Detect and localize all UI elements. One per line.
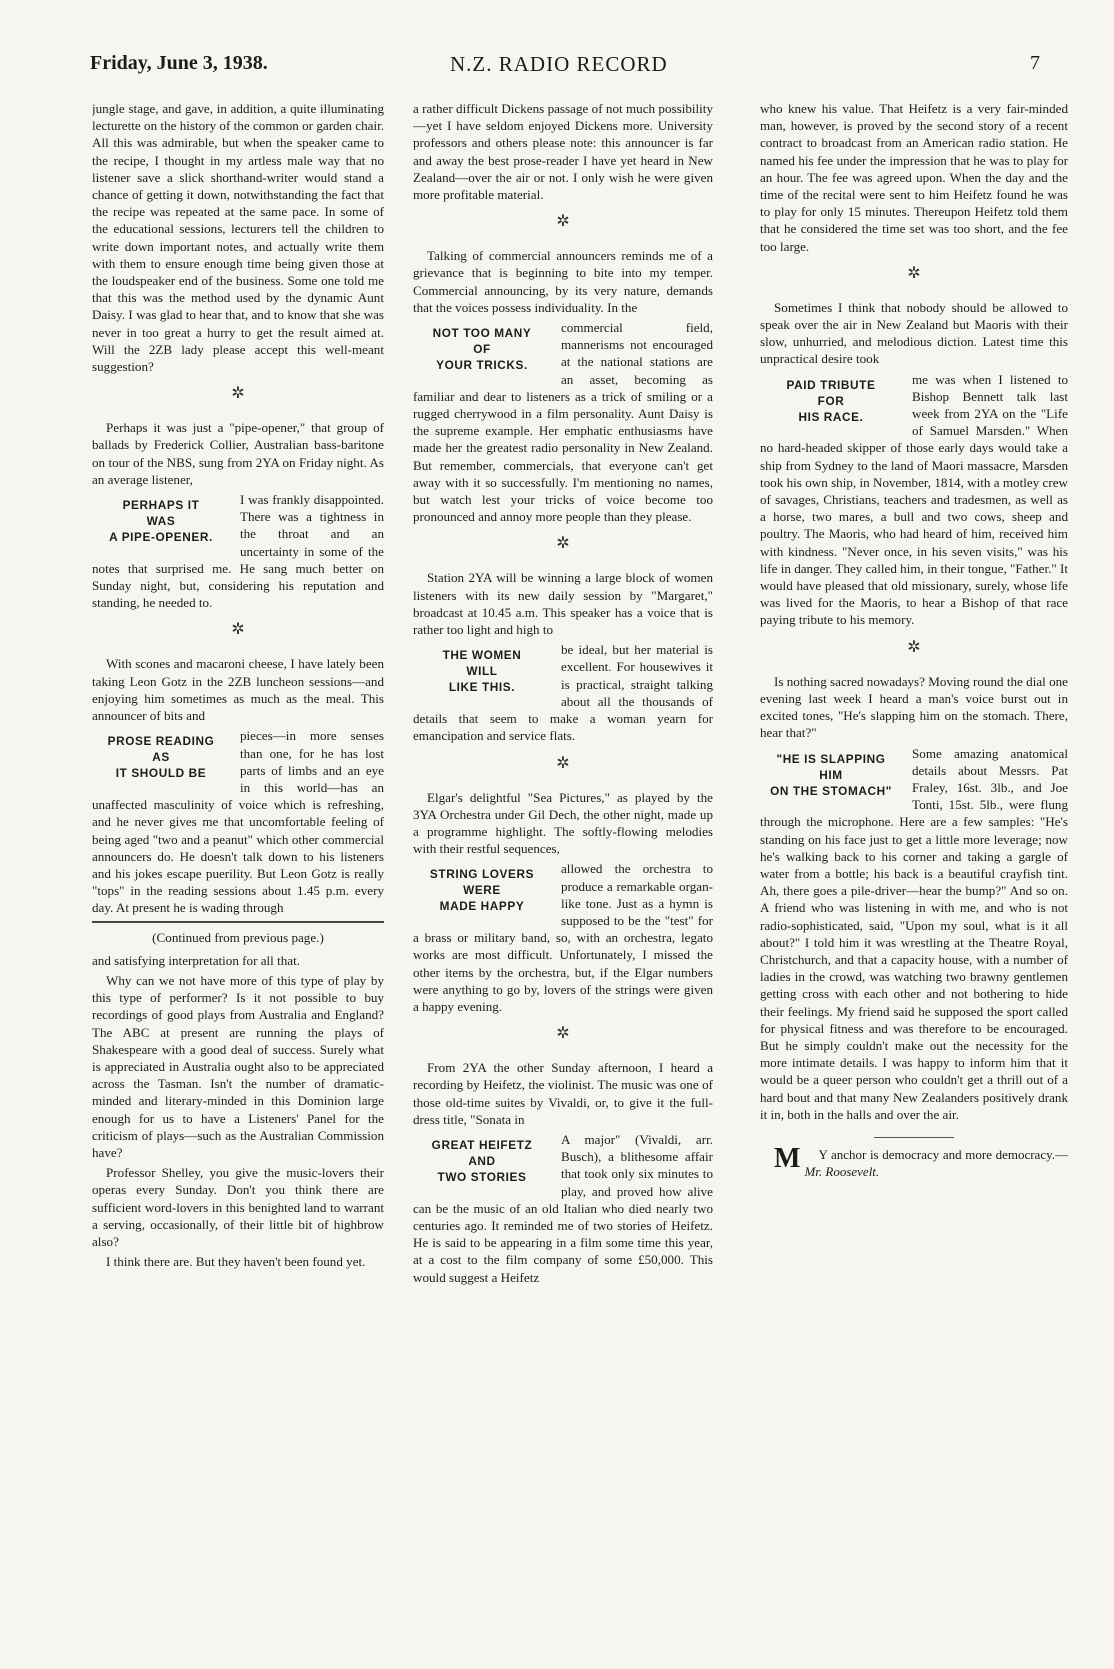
paragraph: commercial field, mannerisms not encouraged at the national stations are an asset, becoming as familiar and dear to listeners as a trick of smiling or a rugged cherrywood in a film personality. Aunt Daisy is the supreme example. Her emphatic enthusiasms have made her the greatest radio personality in New Zealand. But remember, commercials, that everyone can't get away with it so successfully. I'm mentioning no names, but watch lest your tricks of voice become too pronounced and annoy more people than they please.: [413, 320, 713, 525]
paragraph: Elgar's delightful "Sea Pictures," as played by the 3YA Orchestra under Gil Dech, the other night, made up a programme highlight. The softly-flowing melodies with their restful sequences,: [413, 789, 713, 857]
star-icon: ✲: [556, 1025, 570, 1043]
star-icon: ✲: [556, 535, 570, 553]
paragraph: a rather difficult Dickens passage of not much possibility—yet I have seldom enjoyed Dickens more. University professors and others please note: this announcer is far and away the best prose-reader I have yet heard in New Zealand—over the air or not. I only wish he were given more profitable material.: [413, 101, 713, 203]
side-heading: STRING LOVERS WERE MADE HAPPY: [429, 867, 535, 914]
publication-title: N.Z. RADIO RECORD: [450, 52, 668, 76]
paragraph: be ideal, but her material is excellent. For housewives it is practical, straight talking about all the thousands of details that seem to make a woman yearn for emancipation and service flats.: [413, 642, 713, 744]
paragraph: Professor Shelley, you give the music-lovers their operas every Sunday. Don't you think there are sufficient word-lovers in this benighted land to warrant a serving, occasionally, of their little bit of highbrow also?: [92, 1165, 384, 1249]
column-1: [92, 100, 384, 1660]
side-heading: GREAT HEIFETZ AND TWO STORIES: [431, 1137, 533, 1184]
star-icon: ✲: [556, 213, 570, 231]
paragraph: pieces—in more senses than one, for he has lost parts of limbs and an eye in this world—has an unaffected masculinity of voice which is refreshing, and he never gives me that uncomfortable feeling of being aged "two and a peanut" which other commercial announcers do. He doesn't talk down to his listeners and his jokes escape puerility. But Leon Gotz is really "tops" in the reading sessions about 1.45 p.m. every day. At present he is wading through: [92, 728, 384, 916]
column-3: [760, 100, 1068, 1660]
side-heading: PROSE READING AS IT SHOULD BE: [107, 734, 215, 781]
divider: [92, 921, 384, 923]
masthead: [90, 52, 1060, 88]
paragraph: Talking of commercial announcers reminds me of a grievance that is beginning to bite into my temper. Commercial announcing, by its very nature, demands that the voices possess individuality. In the: [413, 248, 713, 315]
paragraph: I think there are. But they haven't been found yet.: [106, 1254, 366, 1270]
star-icon: ✲: [907, 638, 921, 656]
paragraph: A major" (Vivaldi, arr. Busch), a blithesome affair that took only six minutes to play, and proved how alive can be the music of an old Italian who died nearly two centuries ago. It reminded me of two stories of Heifetz. He is said to be appearing in a film some time this year, at a cost to the film company of some £50,000. This would suggest a Heifetz: [413, 1131, 713, 1285]
quote-attribution: Mr. Roosevelt.: [804, 1163, 880, 1179]
paragraph: Some amazing anatomical details about Messrs. Pat Fraley, 16st. 3lb., and Joe Tonti, 15st. 5lb., were flung through the microphone. Here are a few samples: "He's standing on his face just to get a little more leverage; now he's walking back to his corner and taking a gargle of water from a bottle; his back is a beautiful crayfish tint. Ah, there goes a pile-driver—hear the bump?" And so on. A friend who was listening in with me, and who is not radio-sophisticated, said, "Upon my soul, what is it all about?" I told him it was wrestling at the Theatre Royal, Christchurch, and that a capacity house, with a number of ladies in the crowd, was watching two brawny gentlemen getting cross with each other and not bothering to hide their feelings. My friend said he supposed the sport called for physical fitness and was therefore to be encouraged. But he simply couldn't make out the necessity for the more intimate details. I was happy to inform him that it would be a queer person who couldn't get a thrill out of a hard bout and that many New Zealanders positively drank it in, both in the halls and over the air.: [760, 745, 1068, 1122]
paragraph: Station 2YA will be winning a large block of women listeners with its new daily session by "Margaret," broadcast at 10.45 a.m. This speaker has a voice that is rather too light and high to: [413, 570, 713, 638]
side-heading: PAID TRIBUTE FOR HIS RACE.: [786, 377, 876, 424]
paragraph: I was frankly disappointed. There was a tightness in the throat and an uncertainty in some of the notes that surprised me. He sang much better on Sunday night, but, considering his reputation and standing, he needed to.: [92, 492, 384, 611]
issue-date: Friday, June 3, 1938.: [90, 52, 268, 74]
paragraph: From 2YA the other Sunday afternoon, I heard a recording by Heifetz, the violinist. The music was one of those old-time suites by Vivaldi, or, to give it the full-dress title, "Sonata in: [413, 1060, 713, 1127]
paragraph: Perhaps it was just a "pipe-opener," that group of ballads by Frederick Collier, Australian bass-baritone on tour of the NBS, sung from 2YA on Friday night. As an average listener,: [92, 420, 384, 487]
paragraph: With scones and macaroni cheese, I have lately been taking Leon Gotz in the 2ZB luncheon sessions—and enjoying him sometimes as much as the meal. This announcer of bits and: [92, 656, 384, 724]
paragraph: jungle stage, and gave, in addition, a quite illuminating lecturette on the history of the common or garden chair. All this was admirable, but when the speaker came to the recipe, I thought in my artless male way that no listener save a slick shorthand-writer would stand a chance of getting it down, notwithstanding the fact that the recipe was repeated at the same pace. In some of the educational sessions, lecturers tell the children to write down important notes, and actually write them with them to ensure enough time being given those at the loudspeaker end of the business. Some one told me that this was the method used by the dynamic Aunt Daisy. I was glad to hear that, and to know that she was never in too great a hurry to get the result aimed at. Will the 2ZB lady please accept this well-meant suggestion?: [92, 101, 384, 375]
side-heading: THE WOMEN WILL LIKE THIS.: [442, 648, 522, 695]
paragraph: allowed the orchestra to produce a remarkable organ-like tone. Just as a hymn is supposed to be the "test" for a brass or military band, so, with an orchestra, legato works are most difficult. Unfortunately, I missed the other items by the orchestra, but, if the Elgar numbers were anything to go by, lovers of the strings were given a happy evening.: [413, 861, 713, 1014]
paragraph: and satisfying interpretation for all that.: [92, 952, 300, 968]
side-heading: NOT TOO MANY OF YOUR TRICKS.: [432, 326, 532, 373]
column-2: [413, 100, 713, 1660]
quote-text: Y anchor is democracy and more democracy.—: [818, 1146, 1068, 1162]
star-icon: ✲: [231, 621, 245, 639]
star-icon: ✲: [556, 754, 570, 772]
paragraph: Why can we not have more of this type of play by this type of performer? Is it not possible to buy recordings of good plays from Australia and England? The ABC at present are running the plays of Shakespeare with a good deal of success. Surely what is appreciated in Australia ought also to be appreciated across the Tasman. Isn't the number of dramatic-minded and literary-minded in this Dominion large enough for us to have a Listeners' Panel for the criticism of plays—such as the Australian Commission have?: [92, 972, 384, 1160]
side-heading: "HE IS SLAPPING HIM ON THE STOMACH": [770, 751, 892, 798]
paragraph: who knew his value. That Heifetz is a very fair-minded man, however, is proved by the second story of a recent contract to broadcast from an American radio station. He named his fee under the impression that he was to play for an hour. The fee was agreed upon. When the day and the time of the recital were sent to him Heifetz found he was to play for only 15 minutes. Thereupon Heifetz told them that he considered the time set was too short, and the fee too large.: [760, 101, 1068, 254]
continued-note: (Continued from previous page.): [152, 929, 324, 945]
drop-cap: M: [774, 1142, 801, 1174]
star-icon: ✲: [907, 264, 921, 282]
paragraph: me was when I listened to Bishop Bennett talk last week from 2YA on the "Life of Samuel Marsden." When no hard-headed skipper of those early days would take a ship from Sydney to the land of Maori massacre, Marsden took his own ship, in November, 1814, with a motley crew of savages, Christians, teachers and tradesmen, as well as a horse, two mares, a bull and two cows, sheep and poultry. The Maoris, who had heard of him, received him with kindness. "Never once, in his seven visits," was his life in danger. They called him, in their tongue, "Father." It would have pleased that old missionary, surely, whose life was lived for the Maoris, to hear a Bishop of that race paying tribute to his memory.: [760, 371, 1068, 628]
page-number: 7: [1030, 52, 1040, 74]
paragraph: Sometimes I think that nobody should be allowed to speak over the air in New Zealand but Maoris with their slow, unhurried, and melodious diction. Latest time this unpractical desire took: [760, 299, 1068, 367]
paragraph: Is nothing sacred nowadays? Moving round the dial one evening last week I heard a man's voice burst out in excited tones, "He's slapping him on the stomach. There, hear that?": [760, 673, 1068, 741]
side-heading: PERHAPS IT WAS A PIPE-OPENER.: [109, 498, 213, 545]
divider: [874, 1137, 954, 1138]
star-icon: ✲: [231, 385, 245, 403]
roosevelt-quote: [760, 1142, 1068, 1180]
